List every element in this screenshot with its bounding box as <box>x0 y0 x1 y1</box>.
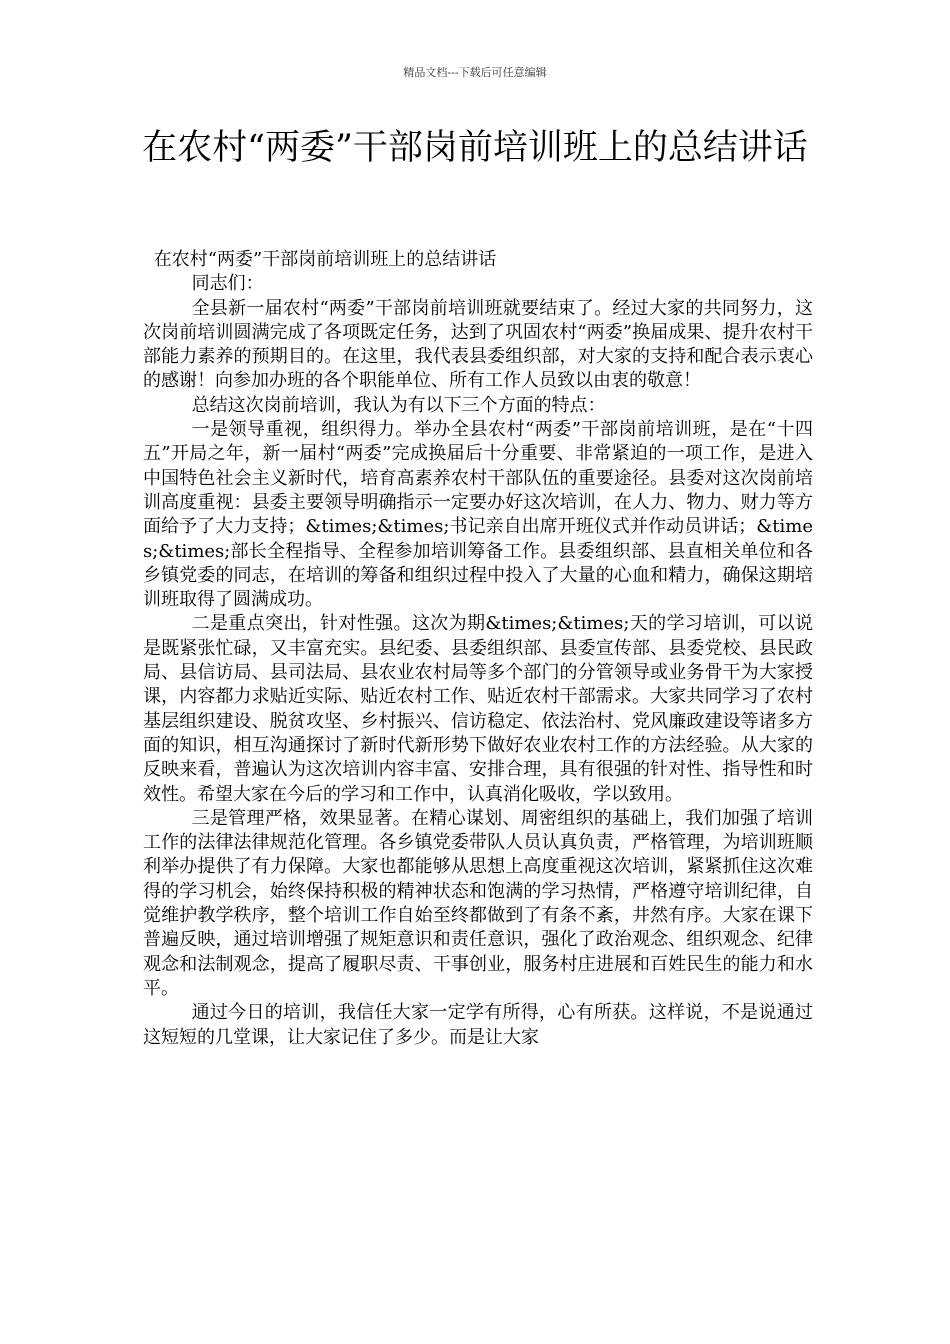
document-subtitle: 在农村“两委”干部岗前培训班上的总结讲话 <box>153 249 497 270</box>
paragraph-summary-lead: 总结这次岗前培训，我认为有以下三个方面的特点： <box>191 394 606 416</box>
document-body <box>143 248 813 1050</box>
document-title: 在农村“两委”干部岗前培训班上的总结讲话 <box>142 128 808 168</box>
paragraph-point-two: 二是重点突出，针对性强。这次为期&times;&times;天的学习培训，可以说是既紧张忙碌，又丰富充实。县纪委、县委组织部、县委宣传部、县委党校、县民政局、县信访局、县司法局、县农业农村局等多个部门的分管领导或业务骨干为大家授课，内容都力求贴近实际、贴近农村工作、贴近农村干部需求。大家共同学习了农村基层组织建设、脱贫攻坚、乡村振兴、信访稳定、依法治村、党风廉政建设等诸多方面的知识，相互沟通探讨了新时代新形势下做好农业农村工作的方法经验。从大家的反映来看，普遍认为这次培训内容丰富、安排合理，具有很强的针对性、指导性和时效性。希望大家在今后的学习和工作中，认真消化吸收，学以致用。 <box>143 613 813 805</box>
paragraph-point-three: 三是管理严格，效果显著。在精心谋划、周密组织的基础上，我们加强了培训工作的法律法律规范化管理。各乡镇党委带队人员认真负责，严格管理，为培训班顺利举办提供了有力保障。大家也都能够从思想上高度重视这次培训，紧紧抓住这次难得的学习机会，始终保持积极的精神状态和饱满的学习热情，严格遵守培训纪律，自觉维护教学秩序，整个培训工作自始至终都做到了有条不紊，井然有序。大家在课下普遍反映，通过培训增强了规矩意识和责任意识，强化了政治观念、组织观念、纪律观念和法制观念，提高了履职尽责、干事创业，服务村庄进展和百姓民生的能力和水平。 <box>143 807 813 999</box>
header-note: 精品文档---下载后可任意编辑 <box>403 66 547 79</box>
salutation: 同志们： <box>191 273 264 295</box>
paragraph-point-one: 一是领导重视，组织得力。举办全县农村“两委”干部岗前培训班，是在“十四五”开局之年，新一届村“两委”完成换届后十分重要、非常紧迫的一项工作，是进入中国特色社会主义新时代，培育高素养农村干部队伍的重要途径。县委对这次岗前培训高度重视：县委主要领导明确指示一定要办好这次培训，在人力、物力、财力等方面给予了大力支持；&times;&times;书记亲自出席开班仪式并作动员讲话；&times;&times;部长全程指导、全程参加培训筹备工作。县委组织部、县直相关单位和各乡镇党委的同志，在培训的筹备和组织过程中投入了大量的心血和精力，确保这期培训班取得了圆满成功。 <box>143 419 813 611</box>
paragraph-intro: 全县新一届农村“两委”干部岗前培训班就要结束了。经过大家的共同努力，这次岗前培训圆满完成了各项既定任务，达到了巩固农村“两委”换届成果、提升农村干部能力素养的预期目的。在这里，我代表县委组织部，对大家的支持和配合表示衷心的感谢！向参加办班的各个职能单位、所有工作人员致以由衷的敬意！ <box>143 297 813 392</box>
paragraph-closing: 通过今日的培训，我信任大家一定学有所得，心有所获。这样说，不是说通过这短短的几堂课，让大家记住了多少。而是让大家 <box>143 1002 813 1048</box>
